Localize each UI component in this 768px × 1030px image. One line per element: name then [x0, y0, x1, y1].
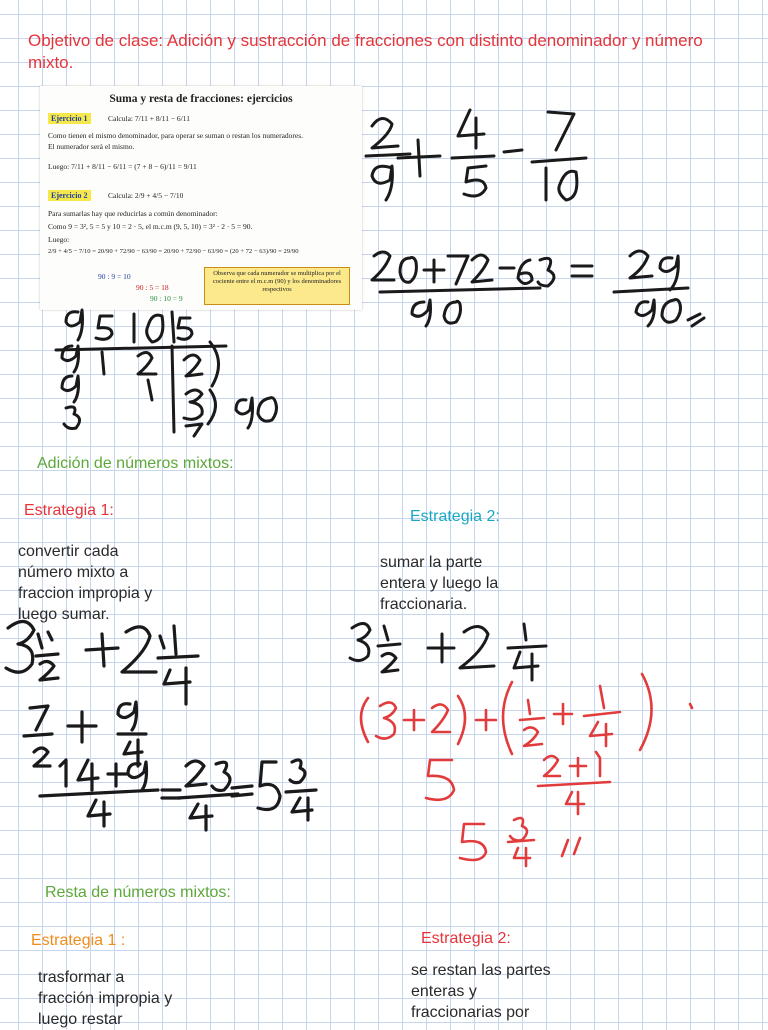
text-line: luego restar	[38, 1011, 123, 1028]
text-line: trasformar a	[38, 969, 125, 986]
class-objective: Objetivo de clase: Adición y sustracción de fracciones con distinto denominador y número mixto.	[28, 31, 703, 72]
addition-strategy-1-text	[18, 541, 152, 625]
exercise-2-then: Luego:	[48, 235, 70, 244]
subtraction-strategy-2-text	[411, 960, 551, 1023]
subtraction-strategy-1-label: Estrategia 1 :	[31, 932, 126, 949]
text-line: enteras y	[411, 983, 477, 1000]
exercise-1-calc: Calcula: 7/11 + 8/11 − 6/11	[108, 114, 190, 123]
exercise-2-equation: 2/9 + 4/5 − 7/10 = 20/90 + 72/90 − 63/90 = 20/90 + 72/90 − 63/90 = (20 + 72 − 63)/90 = 29/90	[48, 248, 299, 255]
exercise-1-result: Luego: 7/11 + 8/11 − 6/11 = (7 + 8 − 6)/11 = 9/11	[48, 162, 197, 171]
text-line: fracción impropia y	[38, 990, 173, 1007]
text-line: fraccion impropia y	[18, 585, 153, 602]
exercise-2-calc: Calcula: 2/9 + 4/5 − 7/10	[108, 191, 184, 200]
subtraction-strategy-2-label: Estrategia 2:	[421, 930, 511, 947]
exercise-2-text-2: Como 9 = 3², 5 = 5 y 10 = 2 · 5, el m.c.m (9, 5, 10) = 3² · 2 · 5 = 90.	[48, 222, 253, 231]
division-1: 90 : 9 = 10	[98, 272, 131, 281]
worksheet-title: Suma y resta de fracciones: ejercicios	[109, 93, 293, 105]
exercise-1-tag: Ejercicio 1	[48, 113, 91, 124]
text-line: fraccionarias por	[411, 1004, 530, 1021]
text-line: convertir cada	[18, 543, 119, 560]
text-line: sumar la parte	[380, 554, 483, 571]
addition-section-title: Adición de números mixtos:	[37, 455, 234, 472]
subtraction-section-title: Resta de números mixtos:	[45, 884, 231, 901]
exercise-2-text-1: Para sumarlas hay que reducirlas a común denominador:	[48, 209, 218, 218]
addition-strategy-2-label: Estrategia 2:	[410, 508, 500, 525]
text-line: fraccionaria.	[380, 596, 468, 613]
exercise-1-text-2: El numerador será el mismo.	[48, 142, 135, 151]
addition-strategy-1-label: Estrategia 1:	[24, 502, 114, 519]
text-line: se restan las partes	[411, 962, 551, 979]
exercise-2-tag: Ejercicio 2	[48, 190, 91, 201]
text-line: luego sumar.	[18, 606, 110, 623]
text-line: entera y luego la	[380, 575, 499, 592]
division-3: 90 : 10 = 9	[150, 294, 183, 303]
addition-strategy-2-text	[380, 552, 498, 615]
division-2: 90 : 5 = 18	[136, 283, 169, 292]
subtraction-strategy-1-text	[38, 967, 172, 1030]
text-line: número mixto a	[18, 564, 129, 581]
worksheet-note: Observa que cada numerador se multiplica por el cociente entre el m.c.m (90) y los denominadores respectivos	[204, 267, 350, 305]
exercise-1-text-1: Como tienen el mismo denominador, para operar se suman o restan los numeradores.	[48, 131, 304, 140]
